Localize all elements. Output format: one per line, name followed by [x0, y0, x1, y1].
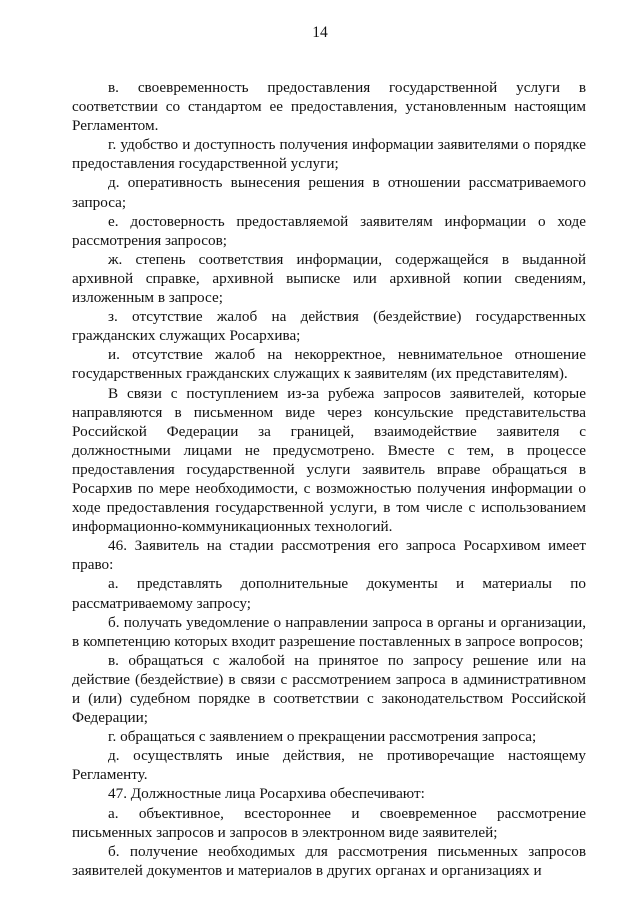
- paragraph-i-no-complaints: и. отсутствие жалоб на некорректное, невнимательное отношение государственных гражданских служащих к заявителям (их представителям).: [72, 346, 586, 383]
- paragraph-zh-conformity: ж. степень соответствия информации, содержащейся в выданной архивной справке, архивной выписке или архивной копии сведениям, изложенным в запросе;: [72, 250, 586, 307]
- document-body: [72, 78, 586, 880]
- paragraph-46-v: в. обращаться с жалобой на принятое по запросу решение или на действие (бездействие) в связи с рассмотрением запроса в административном и (или) судебном порядке в соответствии с законодательством Российской Федерации;: [72, 651, 586, 727]
- paragraph-v-timeliness: в. своевременность предоставления государственной услуги в соответствии со стандартом ее предоставления, установленным настоящим Регламентом.: [72, 79, 586, 135]
- paragraph-46-g: г. обращаться с заявлением о прекращении рассмотрения запроса;: [108, 728, 537, 746]
- paragraph-e-reliability: е. достоверность предоставляемой заявителям информации о ходе рассмотрения запросов;: [72, 212, 586, 249]
- paragraph-46-d: д. осуществлять иные действия, не противоречащие настоящему Регламенту.: [72, 747, 586, 784]
- paragraph-g-convenience: г. удобство и доступность получения информации заявителями о порядке предоставления государственной услуги;: [72, 136, 586, 173]
- paragraph-46-a: а. представлять дополнительные документы и материалы по рассматриваемому запросу;: [72, 575, 586, 612]
- paragraph-46-b: б. получать уведомление о направлении запроса в органы и организации, в компетенцию которых входит разрешение поставленных в запросе вопросов;: [72, 613, 586, 650]
- page-number: 14: [312, 24, 328, 41]
- paragraph-z-no-complaints: з. отсутствие жалоб на действия (бездействие) государственных гражданских служащих Росархива;: [72, 308, 586, 345]
- paragraph-46-applicant-rights: 46. Заявитель на стадии рассмотрения его запроса Росархивом имеет право:: [72, 537, 586, 574]
- paragraph-foreign-requests: В связи с поступлением из-за рубежа запросов заявителей, которые направляются в письменном виде через консульские представительства Российской Федерации за границей, взаимодействие заявителя с должностными лицами не предусмотрено. Вместе с тем, в процессе предоставления государственной услуги заявитель вправе обращаться в Росархив по мере необходимости, с возможностью получения информации о ходе предоставления государственной услуги, в том числе с использованием информационно-коммуникационных технологий.: [72, 384, 586, 536]
- paragraph-47-officials: 47. Должностные лица Росархива обеспечивают:: [108, 785, 425, 803]
- paragraph-d-efficiency: д. оперативность вынесения решения в отношении рассматриваемого запроса;: [72, 174, 586, 211]
- paragraph-47-b: б. получение необходимых для рассмотрения письменных запросов заявителей документов и материалов в других органах и организациях и: [72, 842, 586, 879]
- paragraph-47-a: а. объективное, всестороннее и своевременное рассмотрение письменных запросов и запросов в электронном виде заявителей;: [72, 804, 586, 841]
